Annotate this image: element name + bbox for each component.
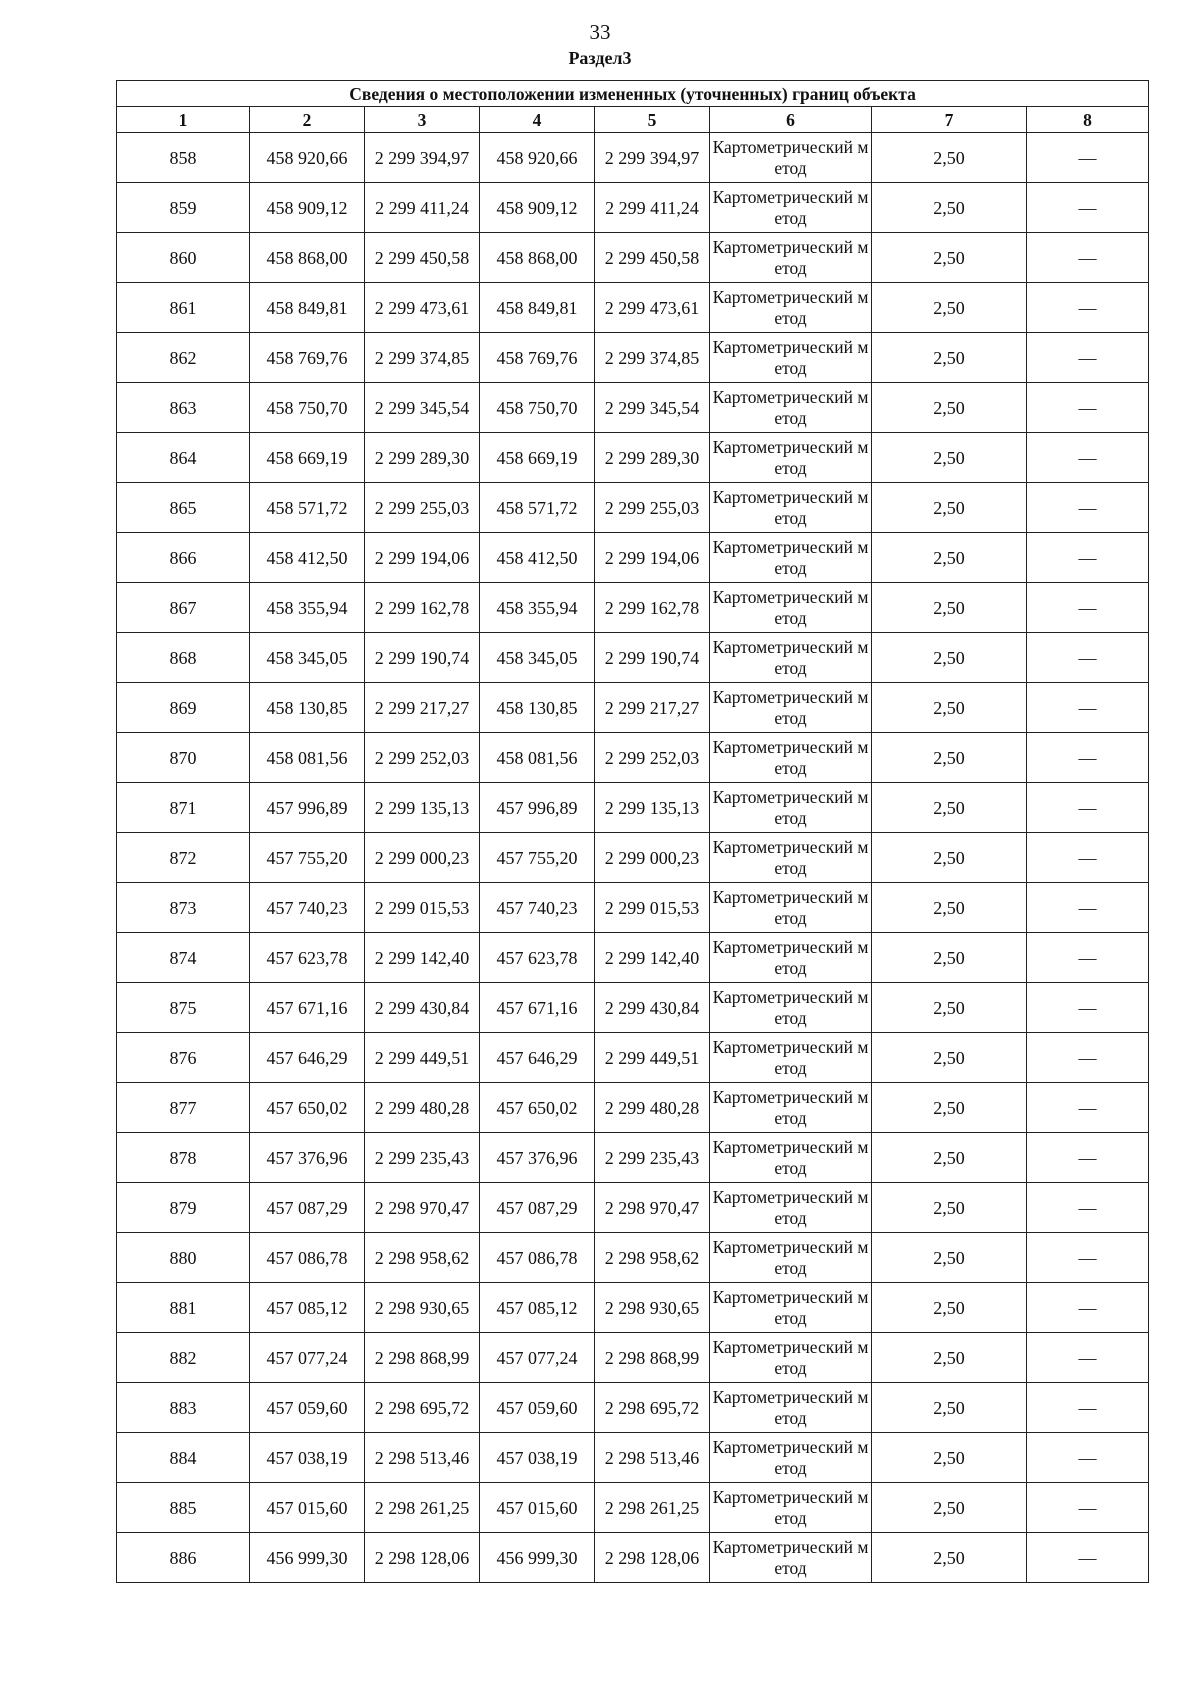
x-existing-cell: 458 920,66: [250, 133, 365, 183]
table-row: [117, 1433, 1149, 1483]
table-row: [117, 733, 1149, 783]
description-cell: —: [1027, 233, 1149, 283]
table-body: [117, 133, 1149, 1583]
description-cell: —: [1027, 983, 1149, 1033]
y-refined-cell: 2 299 473,61: [595, 283, 710, 333]
x-existing-cell: 457 740,23: [250, 883, 365, 933]
point-number-cell: 879: [117, 1183, 250, 1233]
table-row: [117, 1333, 1149, 1383]
method-cell: Картометрический метод: [710, 1083, 872, 1133]
y-refined-cell: 2 299 135,13: [595, 783, 710, 833]
x-existing-cell: 457 038,19: [250, 1433, 365, 1483]
x-refined-cell: 458 571,72: [480, 483, 595, 533]
description-cell: —: [1027, 1283, 1149, 1333]
x-refined-cell: 457 740,23: [480, 883, 595, 933]
x-existing-cell: 458 130,85: [250, 683, 365, 733]
x-existing-cell: 458 849,81: [250, 283, 365, 333]
x-existing-cell: 457 087,29: [250, 1183, 365, 1233]
description-cell: —: [1027, 1533, 1149, 1583]
method-cell: Картометрический метод: [710, 583, 872, 633]
y-existing-cell: 2 299 194,06: [365, 533, 480, 583]
description-cell: —: [1027, 1133, 1149, 1183]
y-existing-cell: 2 298 128,06: [365, 1533, 480, 1583]
table-row: [117, 333, 1149, 383]
x-existing-cell: 457 646,29: [250, 1033, 365, 1083]
x-refined-cell: 458 849,81: [480, 283, 595, 333]
method-cell: Картометрический метод: [710, 1283, 872, 1333]
y-existing-cell: 2 298 970,47: [365, 1183, 480, 1233]
y-refined-cell: 2 299 480,28: [595, 1083, 710, 1133]
table-row: [117, 883, 1149, 933]
x-existing-cell: 458 081,56: [250, 733, 365, 783]
description-cell: —: [1027, 1033, 1149, 1083]
accuracy-cell: 2,50: [872, 733, 1027, 783]
column-number-row: [117, 107, 1149, 133]
x-existing-cell: 458 571,72: [250, 483, 365, 533]
table-row: [117, 1183, 1149, 1233]
point-number-cell: 858: [117, 133, 250, 183]
x-existing-cell: 457 755,20: [250, 833, 365, 883]
method-cell: Картометрический метод: [710, 333, 872, 383]
description-cell: —: [1027, 183, 1149, 233]
description-cell: —: [1027, 1433, 1149, 1483]
y-existing-cell: 2 298 868,99: [365, 1333, 480, 1383]
x-existing-cell: 457 015,60: [250, 1483, 365, 1533]
method-cell: Картометрический метод: [710, 933, 872, 983]
x-refined-cell: 457 085,12: [480, 1283, 595, 1333]
y-refined-cell: 2 299 289,30: [595, 433, 710, 483]
point-number-cell: 872: [117, 833, 250, 883]
table-row: [117, 383, 1149, 433]
table-row: [117, 683, 1149, 733]
x-refined-cell: 457 077,24: [480, 1333, 595, 1383]
y-existing-cell: 2 299 345,54: [365, 383, 480, 433]
x-refined-cell: 457 623,78: [480, 933, 595, 983]
point-number-cell: 867: [117, 583, 250, 633]
x-refined-cell: 458 345,05: [480, 633, 595, 683]
x-existing-cell: 457 996,89: [250, 783, 365, 833]
table-row: [117, 833, 1149, 883]
x-existing-cell: 457 376,96: [250, 1133, 365, 1183]
x-existing-cell: 457 085,12: [250, 1283, 365, 1333]
x-refined-cell: 458 669,19: [480, 433, 595, 483]
accuracy-cell: 2,50: [872, 133, 1027, 183]
description-cell: —: [1027, 833, 1149, 883]
y-existing-cell: 2 299 480,28: [365, 1083, 480, 1133]
description-cell: —: [1027, 783, 1149, 833]
x-existing-cell: 457 077,24: [250, 1333, 365, 1383]
accuracy-cell: 2,50: [872, 683, 1027, 733]
accuracy-cell: 2,50: [872, 333, 1027, 383]
method-cell: Картометрический метод: [710, 883, 872, 933]
y-refined-cell: 2 299 450,58: [595, 233, 710, 283]
x-existing-cell: 458 868,00: [250, 233, 365, 283]
point-number-cell: 873: [117, 883, 250, 933]
y-existing-cell: 2 298 261,25: [365, 1483, 480, 1533]
table-row: [117, 133, 1149, 183]
point-number-cell: 865: [117, 483, 250, 533]
accuracy-cell: 2,50: [872, 383, 1027, 433]
description-cell: —: [1027, 1333, 1149, 1383]
y-refined-cell: 2 298 128,06: [595, 1533, 710, 1583]
y-refined-cell: 2 299 000,23: [595, 833, 710, 883]
y-refined-cell: 2 298 930,65: [595, 1283, 710, 1333]
description-cell: —: [1027, 533, 1149, 583]
y-refined-cell: 2 299 449,51: [595, 1033, 710, 1083]
y-refined-cell: 2 299 255,03: [595, 483, 710, 533]
y-refined-cell: 2 299 430,84: [595, 983, 710, 1033]
x-existing-cell: 456 999,30: [250, 1533, 365, 1583]
point-number-cell: 864: [117, 433, 250, 483]
y-existing-cell: 2 299 473,61: [365, 283, 480, 333]
point-number-cell: 861: [117, 283, 250, 333]
table-row: [117, 1533, 1149, 1583]
x-refined-cell: 458 909,12: [480, 183, 595, 233]
accuracy-cell: 2,50: [872, 1433, 1027, 1483]
x-refined-cell: 458 130,85: [480, 683, 595, 733]
table-row: [117, 1383, 1149, 1433]
x-refined-cell: 458 750,70: [480, 383, 595, 433]
table-row: [117, 483, 1149, 533]
accuracy-cell: 2,50: [872, 483, 1027, 533]
accuracy-cell: 2,50: [872, 883, 1027, 933]
point-number-cell: 886: [117, 1533, 250, 1583]
y-existing-cell: 2 299 394,97: [365, 133, 480, 183]
accuracy-cell: 2,50: [872, 1133, 1027, 1183]
point-number-cell: 877: [117, 1083, 250, 1133]
table-row: [117, 433, 1149, 483]
x-refined-cell: 458 355,94: [480, 583, 595, 633]
y-existing-cell: 2 299 449,51: [365, 1033, 480, 1083]
accuracy-cell: 2,50: [872, 1533, 1027, 1583]
method-cell: Картометрический метод: [710, 1033, 872, 1083]
method-cell: Картометрический метод: [710, 833, 872, 883]
x-refined-cell: 457 015,60: [480, 1483, 595, 1533]
x-existing-cell: 458 669,19: [250, 433, 365, 483]
table-row: [117, 1483, 1149, 1533]
y-existing-cell: 2 299 255,03: [365, 483, 480, 533]
x-existing-cell: 457 086,78: [250, 1233, 365, 1283]
point-number-cell: 884: [117, 1433, 250, 1483]
y-existing-cell: 2 298 958,62: [365, 1233, 480, 1283]
y-existing-cell: 2 299 162,78: [365, 583, 480, 633]
table-row: [117, 633, 1149, 683]
point-number-cell: 882: [117, 1333, 250, 1383]
x-refined-cell: 457 755,20: [480, 833, 595, 883]
method-cell: Картометрический метод: [710, 1433, 872, 1483]
accuracy-cell: 2,50: [872, 433, 1027, 483]
x-refined-cell: 457 646,29: [480, 1033, 595, 1083]
x-existing-cell: 458 412,50: [250, 533, 365, 583]
y-refined-cell: 2 299 235,43: [595, 1133, 710, 1183]
point-number-cell: 866: [117, 533, 250, 583]
point-number-cell: 863: [117, 383, 250, 433]
x-existing-cell: 458 345,05: [250, 633, 365, 683]
column-number: 5: [595, 107, 710, 133]
table-caption: Сведения о местоположении измененных (уточненных) границ объекта: [117, 81, 1149, 107]
x-refined-cell: 456 999,30: [480, 1533, 595, 1583]
accuracy-cell: 2,50: [872, 233, 1027, 283]
x-existing-cell: 457 650,02: [250, 1083, 365, 1133]
point-number-cell: 868: [117, 633, 250, 683]
point-number-cell: 860: [117, 233, 250, 283]
description-cell: —: [1027, 433, 1149, 483]
table-row: [117, 533, 1149, 583]
y-refined-cell: 2 298 868,99: [595, 1333, 710, 1383]
accuracy-cell: 2,50: [872, 183, 1027, 233]
method-cell: Картометрический метод: [710, 683, 872, 733]
point-number-cell: 874: [117, 933, 250, 983]
description-cell: —: [1027, 583, 1149, 633]
method-cell: Картометрический метод: [710, 183, 872, 233]
method-cell: Картометрический метод: [710, 433, 872, 483]
y-refined-cell: 2 299 217,27: [595, 683, 710, 733]
y-refined-cell: 2 299 411,24: [595, 183, 710, 233]
method-cell: Картометрический метод: [710, 1183, 872, 1233]
accuracy-cell: 2,50: [872, 1033, 1027, 1083]
y-refined-cell: 2 299 394,97: [595, 133, 710, 183]
description-cell: —: [1027, 383, 1149, 433]
method-cell: Картометрический метод: [710, 133, 872, 183]
point-number-cell: 880: [117, 1233, 250, 1283]
x-refined-cell: 457 087,29: [480, 1183, 595, 1233]
column-number: 3: [365, 107, 480, 133]
y-refined-cell: 2 298 970,47: [595, 1183, 710, 1233]
point-number-cell: 885: [117, 1483, 250, 1533]
method-cell: Картометрический метод: [710, 1533, 872, 1583]
method-cell: Картометрический метод: [710, 983, 872, 1033]
table-row: [117, 1033, 1149, 1083]
method-cell: Картометрический метод: [710, 1383, 872, 1433]
method-cell: Картометрический метод: [710, 383, 872, 433]
table-row: [117, 1233, 1149, 1283]
table-row: [117, 1133, 1149, 1183]
y-existing-cell: 2 299 142,40: [365, 933, 480, 983]
accuracy-cell: 2,50: [872, 1183, 1027, 1233]
table-row: [117, 1083, 1149, 1133]
y-existing-cell: 2 299 000,23: [365, 833, 480, 883]
x-existing-cell: 457 671,16: [250, 983, 365, 1033]
table-row: [117, 1283, 1149, 1333]
x-refined-cell: 457 650,02: [480, 1083, 595, 1133]
x-refined-cell: 457 376,96: [480, 1133, 595, 1183]
method-cell: Картометрический метод: [710, 1133, 872, 1183]
y-existing-cell: 2 298 695,72: [365, 1383, 480, 1433]
page-number: 33: [589, 20, 611, 44]
y-refined-cell: 2 298 958,62: [595, 1233, 710, 1283]
accuracy-cell: 2,50: [872, 1233, 1027, 1283]
y-existing-cell: 2 299 252,03: [365, 733, 480, 783]
accuracy-cell: 2,50: [872, 1383, 1027, 1433]
description-cell: —: [1027, 733, 1149, 783]
y-refined-cell: 2 299 190,74: [595, 633, 710, 683]
x-existing-cell: 457 623,78: [250, 933, 365, 983]
description-cell: —: [1027, 1233, 1149, 1283]
x-refined-cell: 457 086,78: [480, 1233, 595, 1283]
y-existing-cell: 2 299 235,43: [365, 1133, 480, 1183]
y-existing-cell: 2 299 217,27: [365, 683, 480, 733]
method-cell: Картометрический метод: [710, 1483, 872, 1533]
description-cell: —: [1027, 633, 1149, 683]
y-refined-cell: 2 299 374,85: [595, 333, 710, 383]
x-refined-cell: 458 868,00: [480, 233, 595, 283]
x-refined-cell: 458 920,66: [480, 133, 595, 183]
description-cell: —: [1027, 1183, 1149, 1233]
x-refined-cell: 457 059,60: [480, 1383, 595, 1433]
x-existing-cell: 458 355,94: [250, 583, 365, 633]
point-number-cell: 881: [117, 1283, 250, 1333]
description-cell: —: [1027, 883, 1149, 933]
y-refined-cell: 2 298 261,25: [595, 1483, 710, 1533]
point-number-cell: 875: [117, 983, 250, 1033]
method-cell: Картометрический метод: [710, 233, 872, 283]
y-existing-cell: 2 299 289,30: [365, 433, 480, 483]
accuracy-cell: 2,50: [872, 583, 1027, 633]
y-existing-cell: 2 299 015,53: [365, 883, 480, 933]
accuracy-cell: 2,50: [872, 933, 1027, 983]
x-existing-cell: 457 059,60: [250, 1383, 365, 1433]
accuracy-cell: 2,50: [872, 783, 1027, 833]
y-refined-cell: 2 299 345,54: [595, 383, 710, 433]
x-refined-cell: 458 081,56: [480, 733, 595, 783]
x-refined-cell: 457 038,19: [480, 1433, 595, 1483]
accuracy-cell: 2,50: [872, 833, 1027, 883]
table-row: [117, 283, 1149, 333]
accuracy-cell: 2,50: [872, 533, 1027, 583]
x-refined-cell: 457 996,89: [480, 783, 595, 833]
y-existing-cell: 2 299 430,84: [365, 983, 480, 1033]
y-refined-cell: 2 299 015,53: [595, 883, 710, 933]
method-cell: Картометрический метод: [710, 1333, 872, 1383]
y-refined-cell: 2 299 162,78: [595, 583, 710, 633]
point-number-cell: 871: [117, 783, 250, 833]
accuracy-cell: 2,50: [872, 1283, 1027, 1333]
x-existing-cell: 458 909,12: [250, 183, 365, 233]
method-cell: Картометрический метод: [710, 533, 872, 583]
table-row: [117, 233, 1149, 283]
accuracy-cell: 2,50: [872, 283, 1027, 333]
description-cell: —: [1027, 1383, 1149, 1433]
description-cell: —: [1027, 683, 1149, 733]
description-cell: —: [1027, 933, 1149, 983]
column-number: 6: [710, 107, 872, 133]
table-row: [117, 983, 1149, 1033]
description-cell: —: [1027, 1483, 1149, 1533]
y-refined-cell: 2 299 142,40: [595, 933, 710, 983]
column-number: 4: [480, 107, 595, 133]
accuracy-cell: 2,50: [872, 983, 1027, 1033]
description-cell: —: [1027, 283, 1149, 333]
point-number-cell: 870: [117, 733, 250, 783]
method-cell: Картометрический метод: [710, 483, 872, 533]
x-existing-cell: 458 750,70: [250, 383, 365, 433]
method-cell: Картометрический метод: [710, 283, 872, 333]
table-row: [117, 783, 1149, 833]
column-number: 7: [872, 107, 1027, 133]
column-number: 1: [117, 107, 250, 133]
y-existing-cell: 2 298 930,65: [365, 1283, 480, 1333]
x-existing-cell: 458 769,76: [250, 333, 365, 383]
point-number-cell: 862: [117, 333, 250, 383]
y-existing-cell: 2 299 411,24: [365, 183, 480, 233]
y-existing-cell: 2 299 135,13: [365, 783, 480, 833]
y-existing-cell: 2 299 374,85: [365, 333, 480, 383]
y-existing-cell: 2 298 513,46: [365, 1433, 480, 1483]
y-refined-cell: 2 299 194,06: [595, 533, 710, 583]
method-cell: Картометрический метод: [710, 633, 872, 683]
description-cell: —: [1027, 483, 1149, 533]
method-cell: Картометрический метод: [710, 1233, 872, 1283]
x-refined-cell: 458 769,76: [480, 333, 595, 383]
section-title: Раздел3: [568, 48, 632, 68]
point-number-cell: 876: [117, 1033, 250, 1083]
y-refined-cell: 2 298 513,46: [595, 1433, 710, 1483]
description-cell: —: [1027, 1083, 1149, 1133]
boundary-coordinates-table: [116, 80, 1149, 1583]
y-refined-cell: 2 299 252,03: [595, 733, 710, 783]
description-cell: —: [1027, 133, 1149, 183]
method-cell: Картометрический метод: [710, 783, 872, 833]
y-refined-cell: 2 298 695,72: [595, 1383, 710, 1433]
y-existing-cell: 2 299 450,58: [365, 233, 480, 283]
table-row: [117, 583, 1149, 633]
column-number: 8: [1027, 107, 1149, 133]
accuracy-cell: 2,50: [872, 1333, 1027, 1383]
table-row: [117, 933, 1149, 983]
accuracy-cell: 2,50: [872, 1083, 1027, 1133]
x-refined-cell: 457 671,16: [480, 983, 595, 1033]
point-number-cell: 883: [117, 1383, 250, 1433]
accuracy-cell: 2,50: [872, 633, 1027, 683]
column-number: 2: [250, 107, 365, 133]
table-row: [117, 183, 1149, 233]
point-number-cell: 869: [117, 683, 250, 733]
point-number-cell: 878: [117, 1133, 250, 1183]
x-refined-cell: 458 412,50: [480, 533, 595, 583]
y-existing-cell: 2 299 190,74: [365, 633, 480, 683]
description-cell: —: [1027, 333, 1149, 383]
method-cell: Картометрический метод: [710, 733, 872, 783]
point-number-cell: 859: [117, 183, 250, 233]
accuracy-cell: 2,50: [872, 1483, 1027, 1533]
